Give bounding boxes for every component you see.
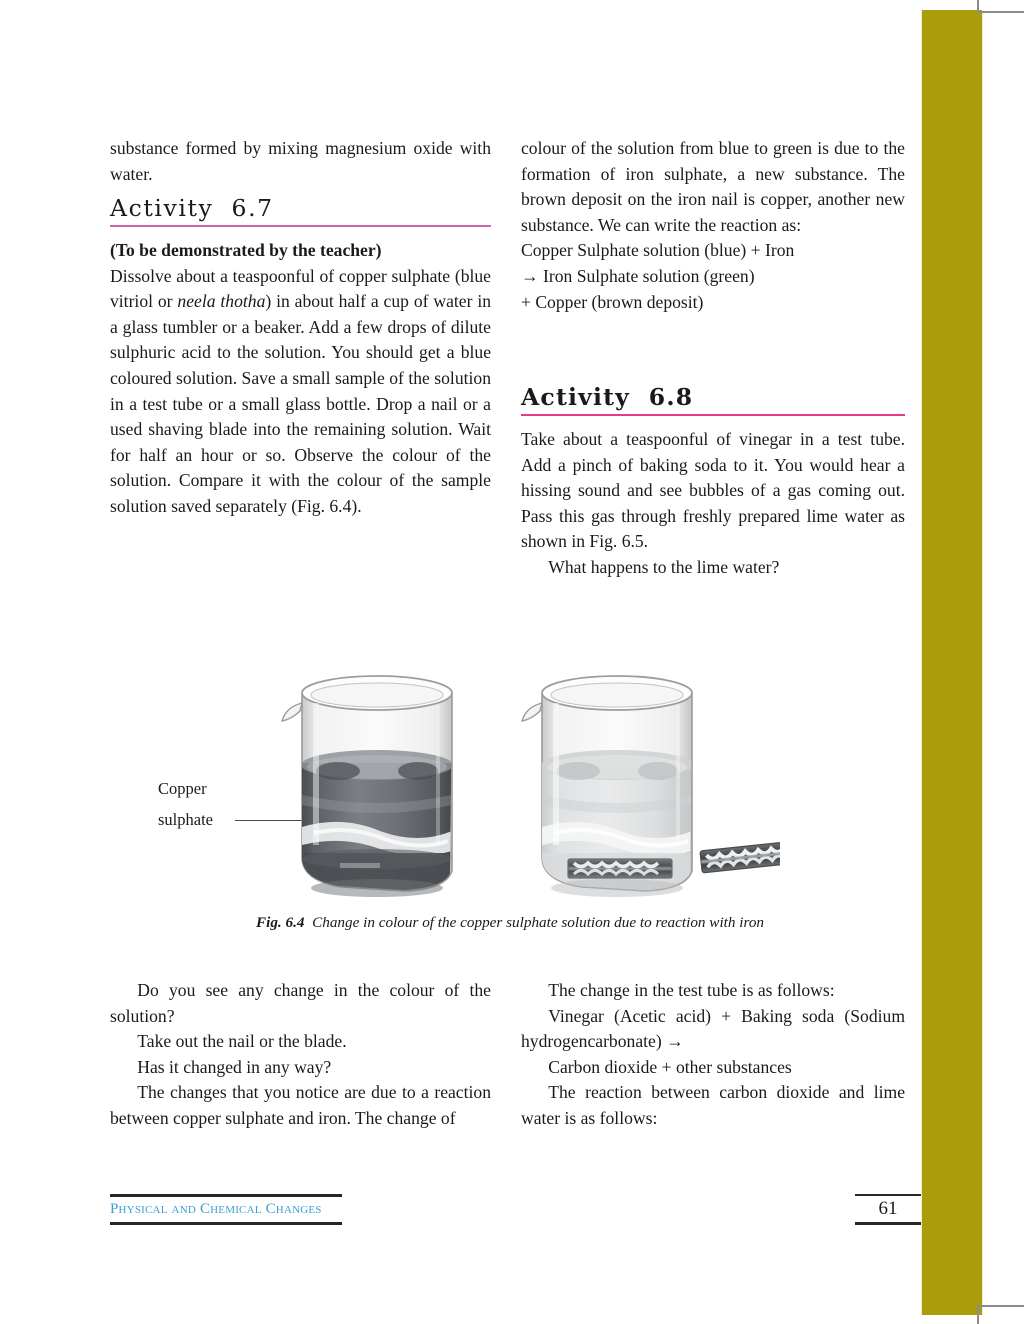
reaction-line-2: → Iron Sulphate solution (green) [521,265,755,286]
activity-6-8-title: Activity 6.8 [521,383,694,411]
right-bottom-paragraph-1: The change in the test tube is as follows: [548,980,835,1000]
crop-mark-bottom-horizontal [977,1305,1024,1307]
activity-6-7-text-after-italic: ) in about half a cup of water in a glass tumbler or a beaker. Add a few drops of dilute sulphuric acid to the solution. You should get a blue coloured solution. Save a small sample of the solution in a test tube or a small glass bottle. Drop a nail or a used shaving blade into the remaining solution. Wait for half an hour or so. Observe the colour of the solution. Compare it with the colour of the sample solution saved separately (Fig. 6.4). [110,291,491,516]
left-beaker-dark-solution [282,676,456,897]
left-bottom-paragraph-2: Take out the nail or the blade. [137,1031,347,1052]
activity-6-7-title: Activity 6.7 [110,194,274,222]
figure-callout-label [158,773,213,835]
right-top-paragraph: colour of the solution from blue to green is due to the formation of iron sulphate, a new substance. The brown deposit on the iron nail is copper, another new substance. We can write the reaction as: [521,138,905,235]
left-bottom-paragraph-4: The changes that you notice are due to a reaction between copper sulphate and iron. The change of [110,1082,491,1128]
page-edge-accent-band [921,10,983,1315]
left-column-bottom [110,978,491,1132]
beakers-photograph [280,645,780,910]
left-column-top [110,136,491,187]
activity-6-8-heading-block [521,385,905,416]
reaction-line-3: + Copper (brown deposit) [521,291,704,312]
reaction-line-1: Copper Sulphate solution (blue) + Iron [521,240,795,261]
figure-6-4 [110,645,905,955]
crop-mark-top-vertical [977,0,979,12]
right-beaker-pale-solution [522,676,696,897]
page-number: 61 [878,1197,898,1219]
razor-blade-beside-beakers [700,841,780,873]
activity-6-7-body [110,238,491,520]
footer-left-rule-bottom [110,1222,342,1225]
figure-callout-line-1: Copper [158,779,207,798]
activity-6-8-instructions: Take about a teaspoonful of vinegar in a test tube. Add a pinch of baking soda to it. You would hear a hissing sound and see bubbles of a gas coming out. Pass this gas through freshly prepared lime water as shown in Fig. 6.5. [521,429,905,552]
right-column-top [521,136,905,315]
footer-right-rule-bottom [855,1222,921,1225]
activity-6-7-rule [110,225,491,227]
activity-6-8-body [521,427,905,581]
left-top-paragraph: substance formed by mixing magnesium oxide with water. [110,138,491,184]
figure-caption-text: Change in colour of the copper sulphate solution due to reaction with iron [312,914,765,931]
activity-6-7-instructions [110,264,491,520]
right-bottom-paragraph-4: The reaction between carbon dioxide and lime water is as follows: [521,1082,905,1128]
activity-6-7-demo-note: (To be demonstrated by the teacher) [110,240,382,260]
left-bottom-paragraph-3: Has it changed in any way? [137,1056,332,1077]
razor-blade-in-beaker [568,859,672,878]
activity-6-7-heading-block [110,196,491,227]
right-bottom-equation: Vinegar (Acetic acid) + Baking soda (Sodium hydrogencarbonate) → [521,1005,905,1052]
activity-6-8-question: What happens to the lime water? [548,556,780,577]
crop-mark-bottom-vertical [977,1305,979,1324]
right-column-bottom [521,978,905,1132]
figure-number-label: Fig. 6.4 [255,914,305,931]
left-bottom-paragraph-1: Do you see any change in the colour of the solution? [110,980,491,1026]
running-head: Physical and Chemical Changes [110,1200,322,1217]
figure-callout-line-2: sulphate [158,810,213,829]
activity-6-8-rule [521,414,905,417]
activity-6-7-text-before-italic: Dissolve about a teaspoonful of copper sulphate (blue vitriol or [110,265,491,312]
activity-6-7-italic-term: neela thotha [177,291,266,312]
right-bottom-products: Carbon dioxide + other substances [548,1056,792,1077]
crop-mark-top-horizontal [977,11,1024,13]
figure-6-4-caption [240,913,780,933]
